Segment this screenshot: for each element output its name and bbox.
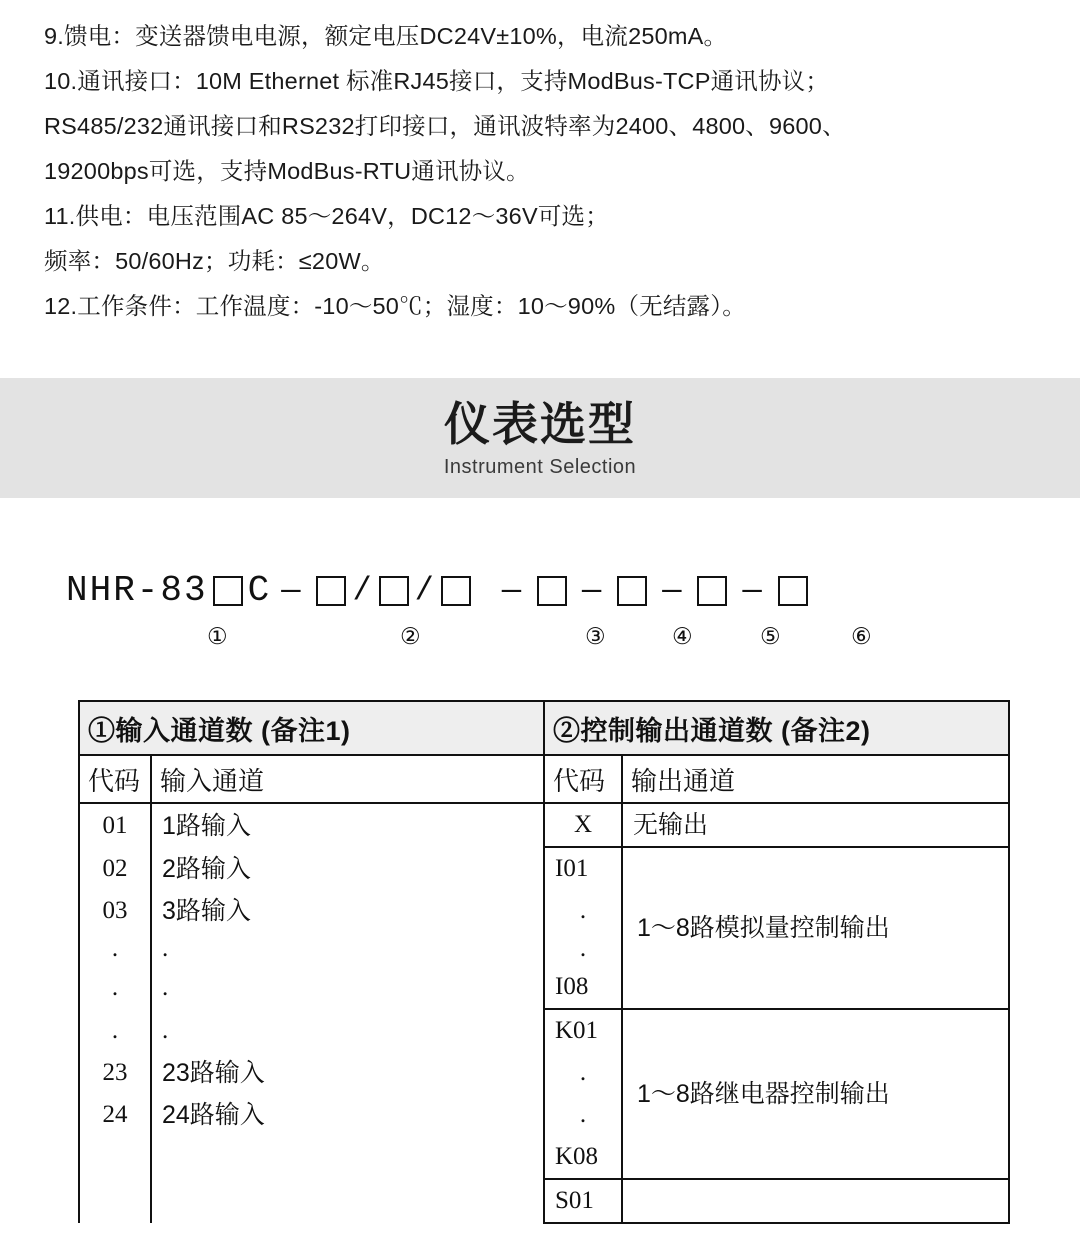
table-row: [79, 803, 1009, 847]
spec-line: 频率：50/60Hz；功耗：≤20W。: [44, 248, 385, 274]
subheader-left-desc: 输入通道: [151, 755, 544, 803]
input-desc-empty: [151, 1179, 544, 1223]
output-code-relay-dot: .: [544, 1052, 622, 1094]
spec-line: RS485/232通讯接口和RS232打印接口，通讯波特率为2400、4800、9600、: [44, 113, 846, 139]
spec-line: 19200bps可选，支持ModBus-RTU通讯协议。: [44, 158, 530, 184]
table-row: [79, 847, 1009, 890]
model-slot-1-box: [213, 576, 243, 606]
spec-line: 11.供电：电压范围AC 85～264V，DC12～36V可选；: [44, 203, 609, 229]
selection-table: [78, 700, 1010, 1224]
spec-line: 12.工作条件：工作温度：-10～50℃；湿度：10～90%（无结露）。: [44, 293, 746, 319]
input-code: 01: [79, 803, 151, 847]
input-desc: .: [151, 1009, 544, 1052]
section-title-en: Instrument Selection: [443, 456, 637, 478]
section-title-cn: 仪表选型: [444, 398, 636, 450]
model-suffix-letter: C: [247, 570, 272, 611]
input-code: 23: [79, 1052, 151, 1094]
subheader-right-desc: 输出通道: [622, 755, 1009, 803]
spec-line: 9.馈电：变送器馈电电源，额定电压DC24V±10%，电流250mA。: [44, 23, 728, 49]
input-desc: 24路输入: [151, 1094, 544, 1136]
output-code-next-top: S01: [544, 1179, 622, 1223]
model-marker-3: ③: [585, 623, 606, 649]
model-slot-3-box: [537, 576, 567, 606]
input-code-empty: [79, 1136, 151, 1179]
table-subheader-row: [79, 755, 1009, 803]
section-banner: [0, 378, 1080, 498]
model-marker-4: ④: [672, 623, 693, 649]
subheader-left-code: 代码: [79, 755, 151, 803]
input-desc: .: [151, 932, 544, 966]
output-code: X: [544, 803, 622, 847]
output-code-analog-dot: .: [544, 890, 622, 932]
output-code-relay-bottom: K08: [544, 1136, 622, 1179]
input-code: 24: [79, 1094, 151, 1136]
model-slot-4-box: [617, 576, 647, 606]
model-slot-2a-box: [316, 576, 346, 606]
input-desc-empty: [151, 1136, 544, 1179]
input-code: 02: [79, 847, 151, 890]
specification-list: [0, 0, 1080, 329]
model-slash: /: [352, 572, 373, 609]
model-slash: /: [414, 572, 435, 609]
column-header-input: ①输入通道数 (备注1): [79, 701, 544, 755]
input-desc: 3路输入: [151, 890, 544, 932]
input-code: 03: [79, 890, 151, 932]
input-desc: .: [151, 966, 544, 1009]
table-row: [79, 1179, 1009, 1223]
output-desc-next: [622, 1179, 1009, 1223]
model-slot-2b-box: [379, 576, 409, 606]
model-dash: —: [281, 572, 302, 609]
model-slot-5-box: [697, 576, 727, 606]
output-code-relay-dot: .: [544, 1094, 622, 1136]
model-dash: —: [582, 572, 603, 609]
model-slot-2c-box: [441, 576, 471, 606]
output-code-analog-top: I01: [544, 847, 622, 890]
input-desc: 23路输入: [151, 1052, 544, 1094]
input-desc: 2路输入: [151, 847, 544, 890]
output-code-analog-bottom: I08: [544, 966, 622, 1009]
table-row: [79, 1009, 1009, 1052]
table-header-row: [79, 701, 1009, 755]
model-dash: —: [742, 572, 763, 609]
output-code-analog-dot: .: [544, 932, 622, 966]
model-dash: —: [501, 572, 523, 609]
column-header-output: ②控制输出通道数 (备注2): [544, 701, 1009, 755]
output-desc: 无输出: [622, 803, 1009, 847]
subheader-right-code: 代码: [544, 755, 622, 803]
input-code: .: [79, 932, 151, 966]
model-dash: —: [662, 572, 683, 609]
output-code-relay-top: K01: [544, 1009, 622, 1052]
output-desc-analog: 1～8路模拟量控制输出: [622, 847, 1009, 1009]
output-desc-relay: 1～8路继电器控制输出: [622, 1009, 1009, 1179]
model-code-diagram: [0, 560, 1080, 670]
model-slot-6-box: [778, 576, 808, 606]
input-code: .: [79, 1009, 151, 1052]
model-prefix: NHR-83: [66, 570, 208, 611]
model-marker-5: ⑤: [760, 623, 781, 649]
input-desc: 1路输入: [151, 803, 544, 847]
model-marker-6: ⑥: [851, 623, 872, 649]
model-marker-1: ①: [207, 623, 228, 649]
input-code: .: [79, 966, 151, 1009]
model-marker-2: ②: [400, 623, 421, 649]
spec-line: 10.通讯接口：10M Ethernet 标准RJ45接口，支持ModBus-TCP通讯协议；: [44, 68, 830, 94]
input-code-empty: [79, 1179, 151, 1223]
